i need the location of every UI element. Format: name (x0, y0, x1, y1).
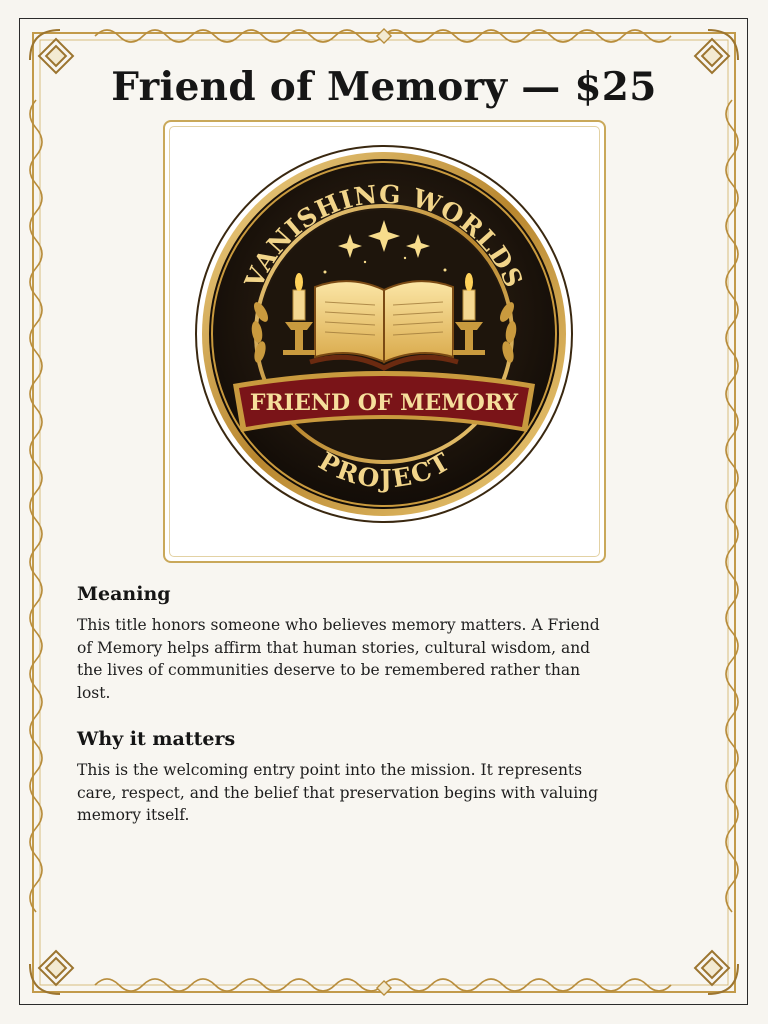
page-title: Friend of Memory — $25 (111, 64, 657, 110)
why-it-matters-text: This is the welcoming entry point into the mission. It represents care, respect, and the belief that preservation begins with valuing memory itself. (77, 761, 599, 824)
meaning-text: This title honors someone who believes memory matters. A Friend of Memory helps affirm that human stories, cultural wisdom, and the lives of communities deserve to be remembered rather than lost. (77, 616, 600, 702)
svg-text:VANISHING WORLDS (239, 180, 529, 294)
seal-bottom-text: PROJECT (313, 446, 457, 494)
friend-of-memory-seal (165, 122, 604, 561)
meaning-heading: Meaning (77, 583, 171, 605)
seal-ribbon-text: FRIEND OF MEMORY (249, 390, 519, 416)
seal-top-text: VANISHING WORLDS (239, 179, 529, 293)
why-it-matters-heading: Why it matters (77, 728, 236, 750)
badge-frame (163, 120, 606, 563)
svg-text:PROJECT (314, 446, 456, 493)
